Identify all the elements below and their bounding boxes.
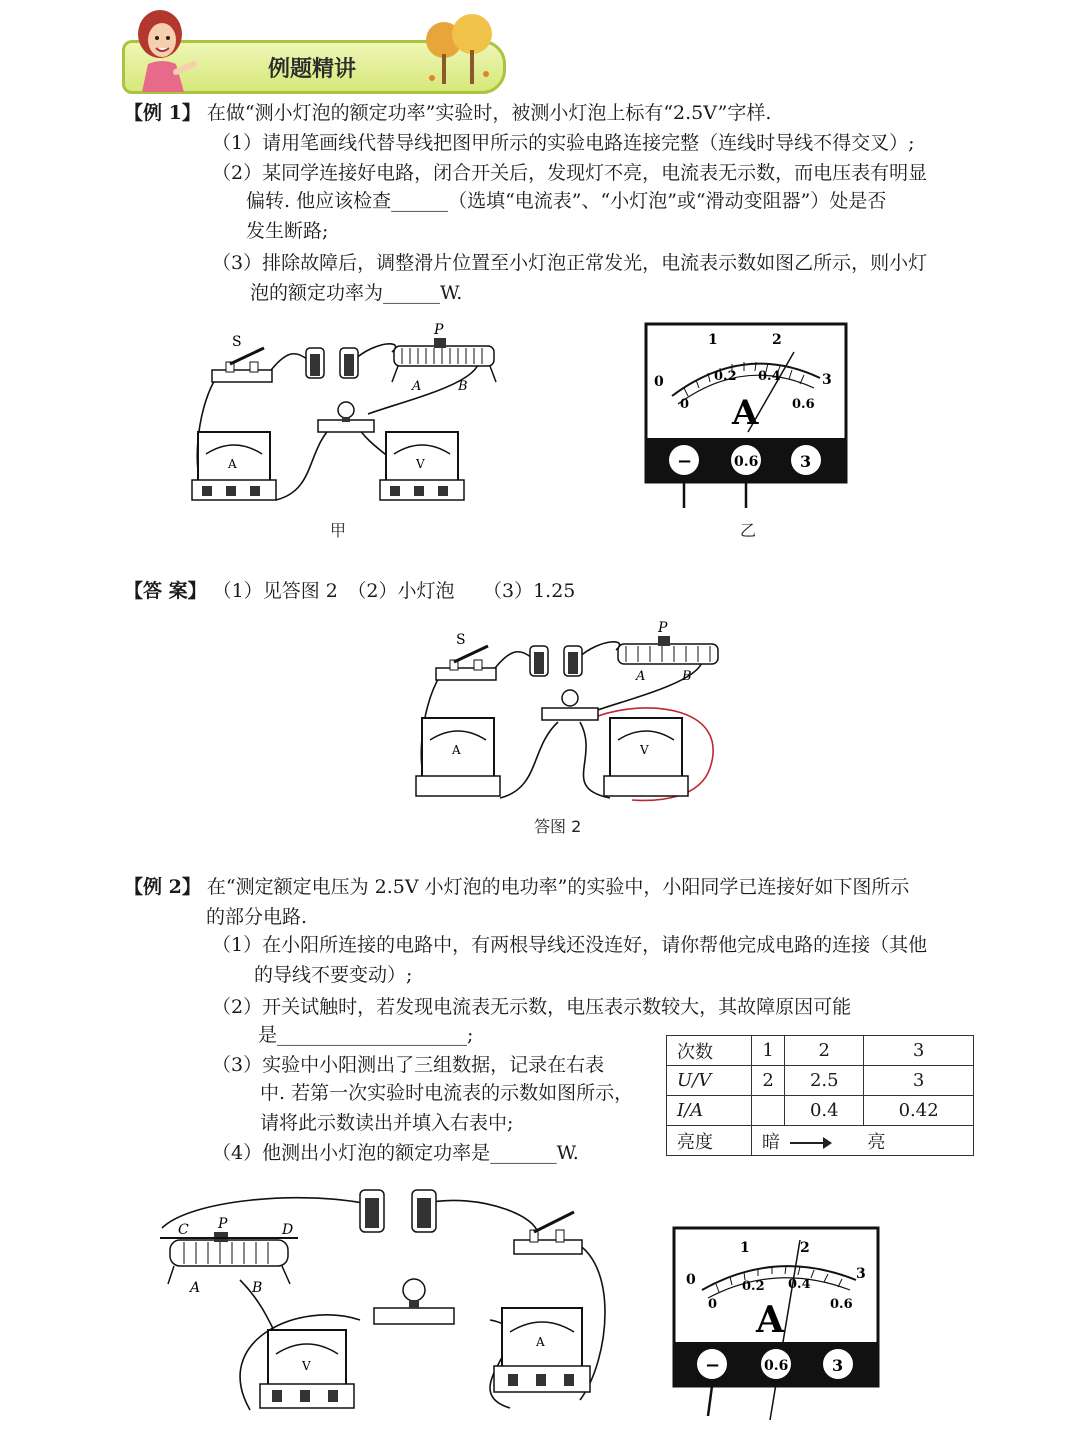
- table-cell: 3: [864, 1066, 974, 1096]
- table-cell-empty: [752, 1096, 785, 1126]
- table-cell: 1: [752, 1036, 785, 1066]
- scale2-lower-2: 0.4: [788, 1277, 811, 1292]
- lamp-2: [374, 1279, 454, 1324]
- scale-upper-3: 3: [822, 372, 832, 388]
- figure-b-caption: 乙: [740, 521, 757, 540]
- rheostat-2: [160, 1232, 298, 1284]
- answer-tag: 【答 案】: [124, 580, 207, 602]
- answer-label-p: P: [658, 620, 668, 636]
- answer-label-s: S: [456, 632, 466, 648]
- table-cell: 次数: [667, 1036, 752, 1066]
- answer-figure-caption: 答图 2: [534, 817, 582, 836]
- example1-q1: （1）请用笔画线代替导线把图甲所示的实验电路连接完整（连线时导线不得交叉）;: [212, 132, 915, 154]
- lamp: [318, 402, 374, 432]
- answer-circuit-diagram: [410, 618, 730, 808]
- switch: [212, 348, 272, 382]
- circuit-diagram-2: [150, 1180, 640, 1420]
- label-d: D: [282, 1222, 294, 1238]
- answer-voltmeter-label: V: [640, 743, 649, 757]
- battery-1: [306, 348, 324, 378]
- example2-q3-line2: 中. 若第一次实验时电流表的示数如图所示，: [260, 1082, 634, 1104]
- example1-q3-line1: （3）排除故障后，调整滑片位置至小灯泡正常发光，电流表示数如图乙所示，则小灯: [212, 252, 928, 274]
- scale2-upper-2: 2: [800, 1240, 810, 1256]
- example2-q1-line1: （1）在小阳所连接的电路中，有两根导线还没连好，请你帮他完成电路的连接（其他: [212, 934, 928, 956]
- example2-q2-line2: 是____________________;: [258, 1024, 474, 1046]
- table-cell: 2: [752, 1066, 785, 1096]
- example1-intro-line: [124, 98, 771, 128]
- scale-upper-0: 0: [654, 374, 664, 390]
- answer-text: （1）见答图 2 （2）小灯泡 （3）1.25: [212, 580, 576, 602]
- example1-q2-line2: 偏转. 他应该检查______（选填“电流表”、“小灯泡”或“滑动变阻器”）处是否: [246, 190, 887, 212]
- example2-q3-line3: 请将此示数读出并填入右表中;: [260, 1112, 514, 1134]
- table-cell: 0.4: [785, 1096, 864, 1126]
- table-cell: 2.5: [785, 1066, 864, 1096]
- label-p: P: [434, 322, 444, 338]
- ammeter-dial-2: [672, 1226, 880, 1420]
- example2-q1-line2: 的导线不要变动）;: [254, 964, 413, 986]
- ammeter-2-label: A: [536, 1335, 545, 1349]
- table-cell: 3: [864, 1036, 974, 1066]
- example2-intro-1: 在“测定额定电压为 2.5V 小灯泡的电功率”的实验中，小阳同学已连接好如下图所示: [206, 876, 910, 898]
- table-cell: I/A: [667, 1096, 752, 1126]
- scale2-lower-0: 0: [708, 1297, 718, 1312]
- data-table: [666, 1035, 974, 1156]
- scale-lower-3: 0.6: [792, 397, 815, 412]
- label-s: S: [232, 334, 242, 350]
- example2-intro-line2: 的部分电路.: [206, 906, 308, 928]
- scale-lower-0: 0: [680, 397, 690, 412]
- table-cell: 2: [785, 1036, 864, 1066]
- ammeter-dial-b: [644, 322, 848, 512]
- terminal2-0-6: 0.6: [764, 1358, 789, 1374]
- label-a2: A: [190, 1280, 201, 1296]
- example2-q3-line1: （3）实验中小阳测出了三组数据，记录在右表: [212, 1054, 605, 1076]
- label-b: B: [458, 379, 468, 394]
- example1-intro: 在做“测小灯泡的额定功率”实验时，被测小灯泡上标有“2.5V”字样.: [206, 102, 772, 124]
- example1-q3-line2: 泡的额定功率为______W.: [250, 282, 463, 304]
- scale2-upper-1: 1: [740, 1240, 750, 1256]
- label-c: C: [178, 1222, 189, 1238]
- example2-q4: （4）他测出小灯泡的额定功率是_______W.: [212, 1142, 579, 1164]
- brightness-cell: [752, 1126, 974, 1156]
- table-row-current: [667, 1096, 974, 1126]
- scale-lower-1: 0.2: [714, 369, 737, 384]
- label-p2: P: [218, 1216, 228, 1232]
- meter2-unit: A: [756, 1299, 784, 1341]
- terminal2-3: 3: [832, 1356, 844, 1375]
- answer-ammeter-label: A: [452, 743, 461, 757]
- terminal-3: 3: [800, 452, 812, 471]
- answer-line: [124, 576, 575, 606]
- battery-2: [340, 348, 358, 378]
- scale2-lower-3: 0.6: [830, 1297, 853, 1312]
- terminal2-minus: −: [705, 1355, 721, 1376]
- answer-label-b: B: [682, 669, 692, 684]
- banner-title: 例题精讲: [268, 57, 357, 82]
- example1-tag: 【例 1】: [124, 102, 201, 124]
- answer-label-a: A: [636, 669, 646, 684]
- table-row-voltage: [667, 1066, 974, 1096]
- brightness-bright: 亮: [867, 1131, 886, 1153]
- voltmeter-2-label: V: [302, 1359, 311, 1373]
- terminal-minus: −: [677, 451, 693, 472]
- tree-decoration: [420, 8, 498, 90]
- scale2-lower-1: 0.2: [742, 1279, 765, 1294]
- scale2-upper-0: 0: [686, 1272, 696, 1288]
- teacher-illustration: [128, 6, 198, 92]
- scale2-upper-3: 3: [856, 1266, 866, 1282]
- circuit-diagram-a: [186, 320, 506, 510]
- label-b2: B: [252, 1280, 263, 1296]
- label-a: A: [412, 379, 422, 394]
- table-row-brightness: [667, 1126, 974, 1156]
- scale-upper-2: 2: [772, 332, 782, 348]
- example2-tag: 【例 2】: [124, 876, 201, 898]
- example1-q2-line3: 发生断路;: [246, 220, 329, 242]
- battery-pair-2: [360, 1190, 436, 1232]
- table-cell: 亮度: [667, 1126, 752, 1156]
- example2-intro-line1: [124, 872, 909, 902]
- figure-a-caption: 甲: [330, 521, 347, 540]
- table-cell: 0.42: [864, 1096, 974, 1126]
- scale-upper-1: 1: [708, 332, 718, 348]
- arrow-right-icon: [790, 1142, 830, 1144]
- table-cell: U/V: [667, 1066, 752, 1096]
- table-row-header: [667, 1036, 974, 1066]
- example2-q2-line1: （2）开关试触时，若发现电流表无示数，电压表示数较大，其故障原因可能: [212, 996, 852, 1018]
- voltmeter-label-v: V: [416, 457, 425, 471]
- ammeter-label-a: A: [228, 457, 237, 471]
- ammeter-2: [494, 1308, 590, 1392]
- example1-q2-line1: （2）某同学连接好电路，闭合开关后，发现灯不亮，电流表无示数，而电压表有明显: [212, 162, 928, 184]
- scale-lower-2: 0.4: [758, 369, 781, 384]
- brightness-dim: 暗: [762, 1131, 780, 1153]
- terminal-0-6: 0.6: [734, 454, 759, 470]
- rheostat: [392, 338, 496, 382]
- meter-unit: A: [732, 393, 759, 433]
